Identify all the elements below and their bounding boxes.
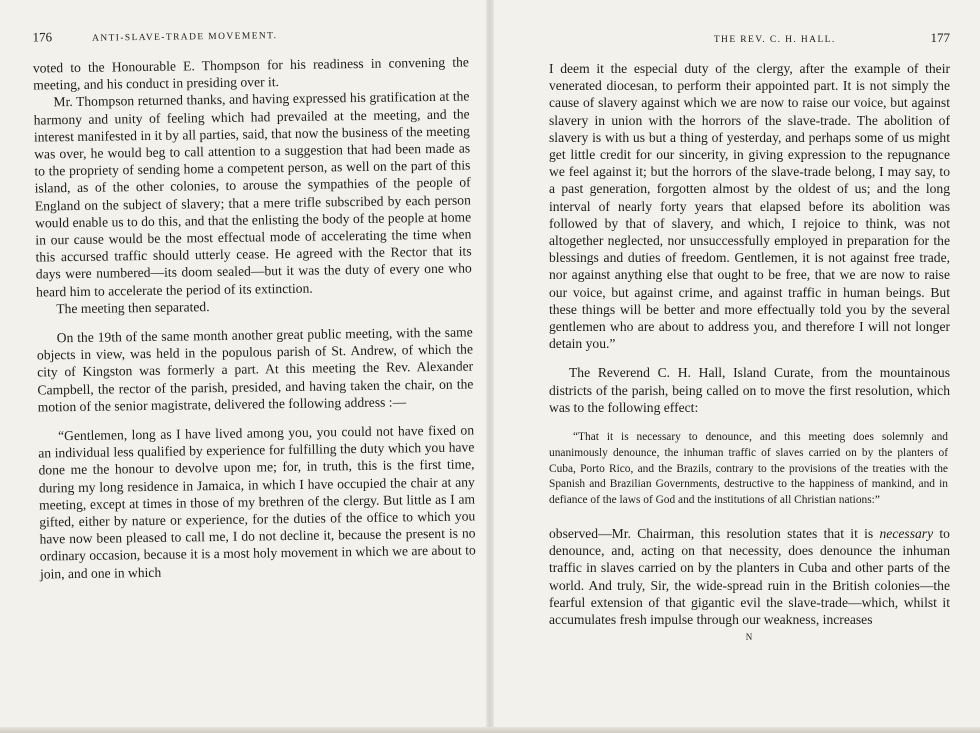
right-running-head — [549, 30, 950, 46]
closing-text-end: to denounce, and, acting on that necessity, does denounce the inhuman traffic in slaves carried on by the planters in Cuba and other parts of the world. And truly, Sir, the wide-spread ruin in the British colonies—the fearful extension of that gigantic evil the slave-trade—which, whilst it accumulates fresh impulse through our weakness, increases — [549, 526, 950, 628]
signature-mark: N — [745, 632, 754, 643]
resolution-text: “That it is necessary to denounce, and this meeting does solemnly and unanimously denounce, the inhuman traffic of slaves carried on by the planters of Cuba, Porto Rico, and the Brazils, contrary to the provisions of the treaties with the Spanish and Brazilian Governments, destructive to the happiness of mankind, and in defiance of the laws of God and the institutions of all Christian nations:” — [549, 431, 948, 507]
right-running-title: THE REV. C. H. HALL. — [713, 35, 836, 45]
left-paragraph-2: Mr. Thompson returned thanks, and having expressed his gratification at the harmony and unity of feeling which had prevailed at the meeting, and the interest manifested in it by all parties, said, that now the business of the meeting was over, he would beg to call attention to a suggestion that had been made as to the propriety of sending home a competent person, as well on the part of this island, as of the other colonies, to arouse the sympathies of the people of England on the subject of slavery; that a mere trifle subscribed by each person would enable us to do this, and that the enlisting the body of the people at home in our cause would be the most effectual mode of accelerating the time when this accursed traffic should utterly cease. He agreed with the Rector that its days were numbered—its doom sealed—but it was the duty of every one who heard him to accelerate the period of its extinction. — [33, 88, 472, 300]
right-page — [490, 0, 980, 733]
page-bottom-edge — [0, 727, 980, 733]
right-page-number: 177 — [930, 30, 950, 45]
left-paragraph-1: voted to the Honourable E. Thompson for his readiness in convening the meeting, and his conduct in presiding over it. — [32, 54, 470, 93]
left-paragraph-3: The meeting then separated. — [56, 298, 210, 317]
right-paragraph-3 — [549, 525, 950, 628]
closing-emphasis: necessary — [879, 526, 934, 542]
closing-text-start: observed—Mr. Chairman, this resolution states that it is — [549, 526, 880, 542]
right-paragraph-1: I deem it the especial duty of the clergy, after the example of their venerated diocesan, to perform their appointed part. It is not simply the cause of slavery against which we are now to raise our voice, but against slavery in union with the horrors of the slave-trade. The abolition of slavery is with us but a thing of yesterday, and perhaps some of us might get little credit for our sincerity, in giving expression to the repugnance we feel against it; but the horrors of the slave-trade belong, I may say, to a past generation, forgotten almost by the oldest of us; and the long interval of nearly forty years that elapsed before its abolition was followed by that of slavery, and which, I rejoice to think, was not altogether neglected, nor unsuccessfully employed in preparation for the blessings and duties of freedom. Gentlemen, it is not against free trade, nor against anything else that ought to be free, that we are now to raise our voice, but against crime, and against traffic in human beings. But these things will be better and more effectually told you by the several gentlemen who are about to address you, and therefore I will not longer detain you.” — [549, 61, 950, 352]
left-running-head — [32, 23, 468, 45]
left-paragraph-5: “Gentlemen, long as I have lived among you, you could not have fixed on an individual less qualified by experience for fulfilling the duty which you have done me the honour to devolve upon me; for, in truth, this is the first time, during my long residence in Jamaica, in which I have occupied the chair at any meeting, except at times in those of my brethren of the clergy. But little as I am gifted, either by nature or experience, for the duties of the office to which you have now been pleased to call me, I do not decline it, because the present is no ordinary occasion, because it is a most holy movement in which we are about to join, and one in which — [38, 422, 476, 582]
left-paragraph-4: On the 19th of the same month another great public meeting, with the same objects in view, was held in the populous parish of St. Andrew, of which the city of Kingston was formerly a part. At this meeting the Rev. Alexander Campbell, the rector of the parish, presided, and having taken the chair, on the motion of the senior magistrate, delivered the following address :— — [36, 324, 474, 415]
left-page-number: 176 — [32, 29, 53, 45]
resolution-quote — [549, 430, 948, 509]
left-running-title: ANTI-SLAVE-TRADE MOVEMENT. — [91, 31, 278, 44]
right-paragraph-2: The Reverend C. H. Hall, Island Curate, from the mountainous districts of the parish, being called on to move the first resolution, which was to the following effect: — [549, 365, 950, 415]
